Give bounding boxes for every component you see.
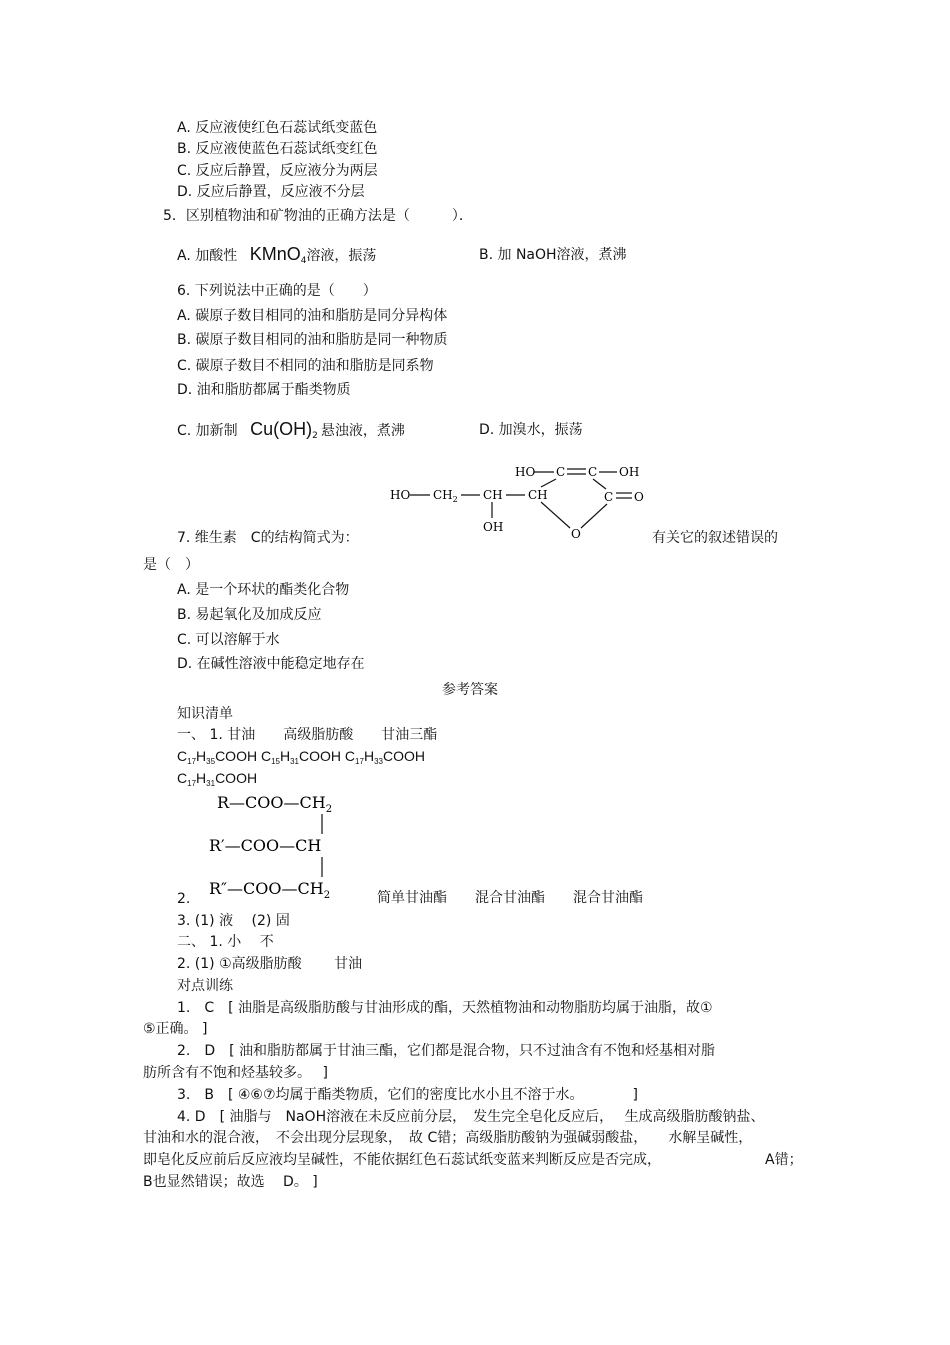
answer-title: 参考答案 bbox=[442, 682, 498, 698]
bond bbox=[541, 502, 570, 528]
answer-3: 3. B [ ④⑥⑦均属于酯类物质，它们的密度比水小且不溶于水。 ] bbox=[177, 1087, 638, 1103]
q7-stem-tail: 有关它的叙述错误的 bbox=[652, 530, 778, 546]
bond bbox=[593, 479, 606, 489]
struct-ch2: $CH_2$ bbox=[433, 488, 458, 504]
struct-c-ring: C bbox=[604, 490, 614, 504]
answer-section-practice: 对点训练 bbox=[177, 978, 233, 994]
q5-option-c-prefix: C. 加新制 bbox=[177, 423, 238, 439]
answer-line-3: 3. (1) 液 (2) 固 bbox=[177, 913, 290, 929]
q5-option-c-suffix: 悬浊液，煮沸 bbox=[320, 423, 405, 439]
struct-c-top-left: C bbox=[556, 465, 566, 479]
bond bbox=[541, 479, 556, 487]
q7-stem-continued: 是（ ） bbox=[143, 557, 199, 573]
q5-option-c-formula: Cu(OH) bbox=[250, 419, 313, 439]
q5-option-a-prefix: A. 加酸性 bbox=[177, 248, 238, 264]
q5-option-a-suffix: 溶液，振荡 bbox=[306, 248, 377, 264]
struct-c-top-right: C bbox=[588, 465, 598, 479]
q5-option-c bbox=[177, 420, 405, 445]
bond bbox=[581, 504, 607, 528]
q4-option-b: B. 反应液使蓝色石蕊试纸变红色 bbox=[177, 141, 378, 157]
struct-oh-top: OH bbox=[619, 465, 640, 479]
q6-option-b: B. 碳原子数目相同的油和脂肪是同一种物质 bbox=[177, 332, 448, 348]
struct-ho-top: HO bbox=[515, 465, 536, 479]
q7-option-a: A. 是一个环状的酯类化合物 bbox=[177, 582, 350, 598]
answer-4-line-3: 即皂化反应前后反应液均呈碱性，不能依据红色石蕊试纸变蓝来判断反应是否完成， bbox=[143, 1152, 661, 1168]
q5-option-a-subscript: 4 bbox=[300, 256, 307, 266]
tri-row-3: $R''—COO—CH_2$ bbox=[209, 879, 331, 901]
struct-ho-left: HO bbox=[390, 488, 411, 502]
q7-option-d: D. 在碱性溶液中能稳定地存在 bbox=[177, 656, 365, 672]
q7-stem: 7. 维生素 C的结构简式为： bbox=[177, 530, 359, 546]
answer-section-knowledge: 知识清单 bbox=[177, 706, 233, 722]
tri-row-2: R′—COO—CH bbox=[209, 836, 322, 855]
q5-option-b: B. 加 NaOH溶液，煮沸 bbox=[479, 247, 627, 263]
q5-option-a-formula: KMnO bbox=[249, 244, 301, 264]
q5-option-d: D. 加溴水，振荡 bbox=[479, 422, 583, 438]
answer-4-line-1: 4. D [ 油脂与 NaOH溶液在未反应前分层， 发生完全皂化反应后， 生成高级脂肪酸钠盐、 bbox=[177, 1109, 765, 1125]
triglyceride-structure bbox=[205, 786, 365, 908]
q6-option-a: A. 碳原子数目相同的油和脂肪是同分异构体 bbox=[177, 308, 448, 324]
fatty-acid-1: $C_{17}H_{35}COOH$ bbox=[177, 748, 258, 766]
answer-1-line-2: ⑤正确。 ] bbox=[143, 1021, 208, 1037]
vitamin-c-structure bbox=[388, 458, 658, 543]
fatty-acid-2: $C_{15}H_{31}COOH$ bbox=[260, 748, 342, 766]
fatty-acid-formulas bbox=[177, 747, 425, 771]
answer-line-1: 一、 1. 甘油 高级脂肪酸 甘油三酯 bbox=[177, 727, 438, 743]
answer-2-line-1: 2. D [ 油和脂肪都属于甘油三酯，它们都是混合物，只不过油含有不饱和烃基相对脂 bbox=[177, 1043, 716, 1059]
q7-option-c: C. 可以溶解于水 bbox=[177, 632, 280, 648]
answer-line-2-number: 2. bbox=[177, 891, 191, 907]
q5-option-a bbox=[177, 245, 376, 270]
struct-o-ring: O bbox=[571, 527, 581, 541]
answer-line-5: 2. (1) ①高级脂肪酸 甘油 bbox=[177, 956, 363, 972]
answer-2-line-2: 肪所含有不饱和烃基较多。 ] bbox=[143, 1065, 328, 1081]
q4-option-c: C. 反应后静置，反应液分为两层 bbox=[177, 163, 378, 179]
struct-oh-bottom: OH bbox=[483, 520, 504, 534]
answer-4-line-2: 甘油和水的混合液， 不会出现分层现象， 故 C错；高级脂肪酸钠为强碱弱酸盐， 水解呈碱性， bbox=[143, 1130, 753, 1146]
struct-ch-mid: CH bbox=[483, 488, 503, 502]
q6-option-c: C. 碳原子数目不相同的油和脂肪是同系物 bbox=[177, 358, 434, 374]
answer-4-line-3-end: A错； bbox=[765, 1152, 803, 1168]
q4-option-d: D. 反应后静置，反应液不分层 bbox=[177, 184, 365, 200]
answer-4-line-4: B也显然错误；故选 D。 ] bbox=[143, 1174, 318, 1190]
q6-option-d: D. 油和脂肪都属于酯类物质 bbox=[177, 382, 351, 398]
answer-line-2-text: 简单甘油酯 混合甘油酯 混合甘油酯 bbox=[377, 890, 643, 906]
fatty-acid-3: $C_{17}H_{33}COOH$ bbox=[344, 748, 425, 766]
struct-o-carbonyl: O bbox=[634, 490, 644, 504]
q5-stem: 5．区别植物油和矿物油的正确方法是（ ）． bbox=[163, 208, 473, 224]
q4-option-a: A. 反应液使红色石蕊试纸变蓝色 bbox=[177, 120, 378, 136]
q5-option-c-subscript: 2 bbox=[312, 431, 318, 441]
fatty-acid-4: $C_{17}H_{31}COOH$ bbox=[177, 770, 258, 788]
tri-row-1: $R—COO—CH_2$ bbox=[217, 793, 333, 815]
struct-ch-ring: CH bbox=[528, 488, 548, 502]
answer-line-4: 二、 1. 小 不 bbox=[177, 934, 274, 950]
q7-option-b: B. 易起氧化及加成反应 bbox=[177, 607, 322, 623]
q6-stem: 6. 下列说法中正确的是（ ） bbox=[177, 283, 377, 299]
answer-1-line-1: 1. C [ 油脂是高级脂肪酸与甘油形成的酯，天然植物油和动物脂肪均属于油脂，故① bbox=[177, 1000, 713, 1016]
